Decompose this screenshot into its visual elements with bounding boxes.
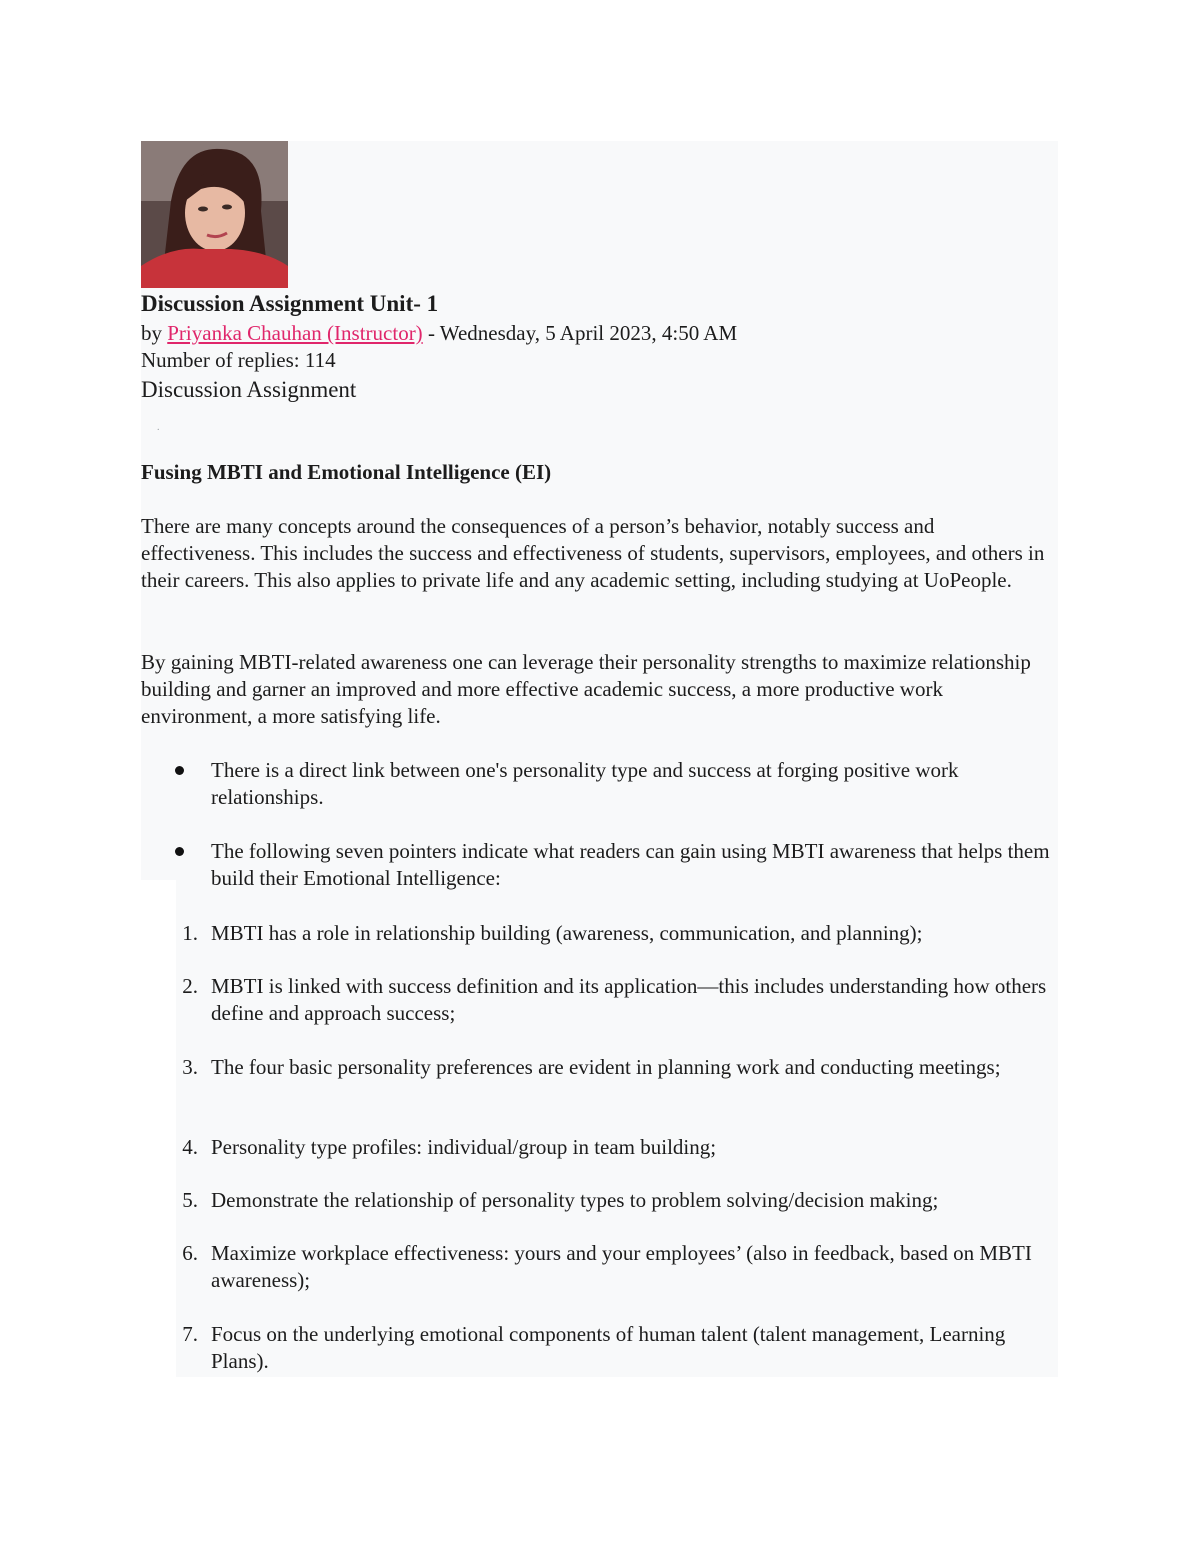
post-title: Discussion Assignment Unit- 1 [141,291,439,316]
content-heading: Fusing MBTI and Emotional Intelligence (EI) [141,460,552,484]
list-number: 6. [182,1241,198,1265]
panel-indent [141,880,176,1377]
bullet-item: There is a direct link between one's personality type and success at forging positive work relationships. [211,758,959,809]
list-number: 4. [182,1135,198,1159]
numbered-item: Maximize workplace effectiveness: yours and your employees’ (also in feedback, based on MBTI awareness); [211,1241,1032,1292]
paragraph: By gaining MBTI-related awareness one can leverage their personality strengths to maximize relationship building and garner an improved and more effective academic success, a more productive work environment, a more satisfying life. [141,650,1031,728]
post-subtitle: Discussion Assignment [141,377,357,402]
bullet-marker [175,847,184,856]
bullet-item: The following seven pointers indicate what readers can gain using MBTI awareness that helps them build their Emotional Intelligence: [211,839,1050,890]
reply-count: Number of replies: 114 [141,348,336,372]
bullet-marker [175,766,184,775]
separator-dot: . [157,422,160,433]
list-number: 5. [182,1188,198,1212]
paragraph: There are many concepts around the consequences of a person’s behavior, notably success and effectiveness. This includes the success and effectiveness of students, supervisors, employees, and others in their careers. This also applies to private life and any academic setting, including studying at UoPeople. [141,514,1045,592]
list-number: 7. [182,1322,198,1346]
numbered-item: Demonstrate the relationship of personality types to problem solving/decision making; [211,1188,939,1212]
numbered-item: MBTI is linked with success definition and its application—this includes understanding how others define and approach success; [211,974,1047,1025]
list-number: 2. [182,974,198,998]
numbered-item: Focus on the underlying emotional components of human talent (talent management, Learning Plans). [211,1322,1006,1373]
numbered-item: MBTI has a role in relationship building (awareness, communication, and planning); [211,921,923,945]
byline-prefix: by [141,321,168,345]
avatar[interactable] [141,141,288,288]
list-number: 1. [182,921,198,945]
numbered-item: The four basic personality preferences are evident in planning work and conducting meetings; [211,1055,1001,1079]
post-date: - Wednesday, 5 April 2023, 4:50 AM [422,321,738,345]
avatar-image [141,141,288,288]
author-link[interactable]: Priyanka Chauhan (Instructor) [167,321,423,345]
list-number: 3. [182,1055,198,1079]
post-byline [141,319,737,347]
numbered-item: Personality type profiles: individual/group in team building; [211,1135,717,1159]
